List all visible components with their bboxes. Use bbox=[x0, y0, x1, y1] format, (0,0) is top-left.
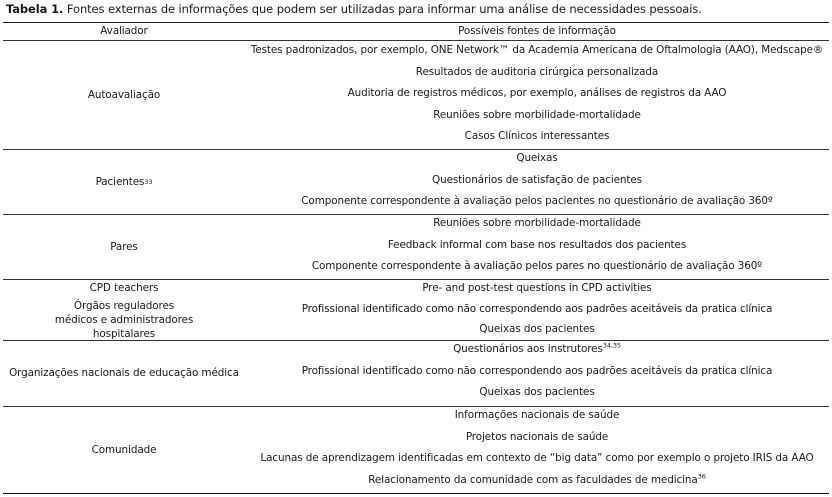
table-bottom-rule bbox=[3, 493, 829, 494]
evaluator-cell bbox=[3, 41, 245, 149]
source-text: Componente correspondente à avaliação pelos pares no questionário de avaliação 360º bbox=[311, 260, 763, 273]
source-row bbox=[245, 238, 829, 252]
evaluator-label: Pares bbox=[110, 240, 138, 253]
source-text: Profissional identificado como não correspondendo aos padrões aceitáveis da pratica clínica bbox=[301, 302, 773, 315]
table-group-comunidade bbox=[3, 406, 829, 493]
source-row bbox=[245, 65, 829, 79]
source-text: Auditoria de registros médicos, por exemplo, análises de registros da AAO bbox=[347, 87, 727, 100]
table-group-autoavaliacao bbox=[3, 41, 829, 149]
evaluator-cell bbox=[3, 406, 245, 493]
source-row bbox=[245, 43, 829, 57]
table-caption-text: Fontes externas de informações que podem ser utilizadas para informar uma análise de necessidades pessoais. bbox=[63, 2, 702, 16]
table-group-pares bbox=[3, 214, 829, 279]
table-group-pacientes bbox=[3, 149, 829, 214]
evaluator-label: Comunidade bbox=[91, 443, 157, 456]
source-text: Questionários aos instrutores bbox=[453, 343, 603, 355]
source-row bbox=[245, 259, 829, 273]
source-row bbox=[245, 86, 829, 100]
source-text: Reuniões sobre morbilidade-mortalidade bbox=[433, 217, 641, 229]
evaluator-cell: Órgãos reguladores médicos e administradores hospitalares bbox=[54, 300, 194, 340]
column-header-evaluator: Avaliador bbox=[100, 25, 148, 37]
source-row bbox=[245, 216, 829, 230]
source-row bbox=[245, 129, 829, 143]
source-text: Relacionamento da comunidade com as faculdades de medicina bbox=[368, 473, 698, 486]
source-row bbox=[245, 281, 829, 295]
source-row bbox=[245, 194, 829, 208]
source-text: Pre- and post-test questions in CPD activities bbox=[422, 282, 652, 294]
source-row bbox=[245, 408, 829, 422]
source-text: Resultados de auditoria cirúrgica personalizada bbox=[415, 65, 659, 78]
source-row bbox=[245, 322, 829, 336]
source-row bbox=[245, 385, 829, 399]
source-text: Profissional identificado como não correspondendo aos padrões aceitáveis da pratica clínica bbox=[301, 364, 773, 377]
column-header-sources: Possíveis fontes de informação bbox=[458, 25, 616, 37]
source-row bbox=[245, 108, 829, 122]
table-top-rule bbox=[3, 22, 829, 23]
source-text: Lacunas de aprendizagem identificadas em contexto de “big data” como por exemplo o projeto IRIS da AAO bbox=[260, 452, 814, 465]
footnote-ref: 36 bbox=[697, 472, 706, 481]
footnote-ref: 34,35 bbox=[602, 341, 621, 350]
table-caption bbox=[6, 2, 702, 16]
evaluator-label: Autoavaliação bbox=[87, 89, 161, 101]
evaluator-cell bbox=[3, 214, 245, 279]
source-row bbox=[245, 364, 829, 378]
source-row bbox=[245, 430, 829, 444]
source-row bbox=[245, 473, 829, 487]
source-row bbox=[245, 173, 829, 187]
source-text: Questionários de satisfação de pacientes bbox=[432, 173, 642, 186]
evaluator-cell: CPD teachers bbox=[89, 282, 159, 294]
source-text: Testes padronizados, por exemplo, ONE Network™ da Academia Americana de Oftalmologia (AAO), Medscape® bbox=[250, 44, 824, 56]
source-text: Projetos nacionais de saúde bbox=[465, 430, 609, 443]
evaluator-cell: Pacientes 33 bbox=[95, 175, 153, 188]
source-row bbox=[245, 302, 829, 316]
source-row bbox=[245, 451, 829, 465]
evaluator-label: Organizações nacionais de educação médica bbox=[9, 367, 239, 379]
table-group-cpd-regulators bbox=[3, 279, 829, 340]
source-text: Casos Clínicos interessantes bbox=[464, 130, 610, 143]
table-group-organizacoes-nacionais bbox=[3, 340, 829, 406]
source-text: Queixas dos pacientes bbox=[479, 386, 595, 399]
source-row bbox=[245, 342, 829, 356]
source-text: Queixas bbox=[516, 152, 558, 164]
table-caption-label: Tabela 1. bbox=[6, 2, 64, 16]
source-row bbox=[245, 151, 829, 165]
source-text: Queixas dos pacientes bbox=[479, 323, 595, 335]
source-text: Informações nacionais de saúde bbox=[454, 409, 620, 421]
source-text: Reuniões sobre morbilidade-mortalidade bbox=[433, 108, 641, 121]
evaluator-label: Pacientes bbox=[95, 175, 145, 188]
source-text: Feedback informal com base nos resultados dos pacientes bbox=[387, 238, 687, 251]
evaluator-cell bbox=[3, 340, 245, 406]
source-text: Componente correspondente à avaliação pelos pacientes no questionário de avaliação 360º bbox=[301, 195, 773, 208]
